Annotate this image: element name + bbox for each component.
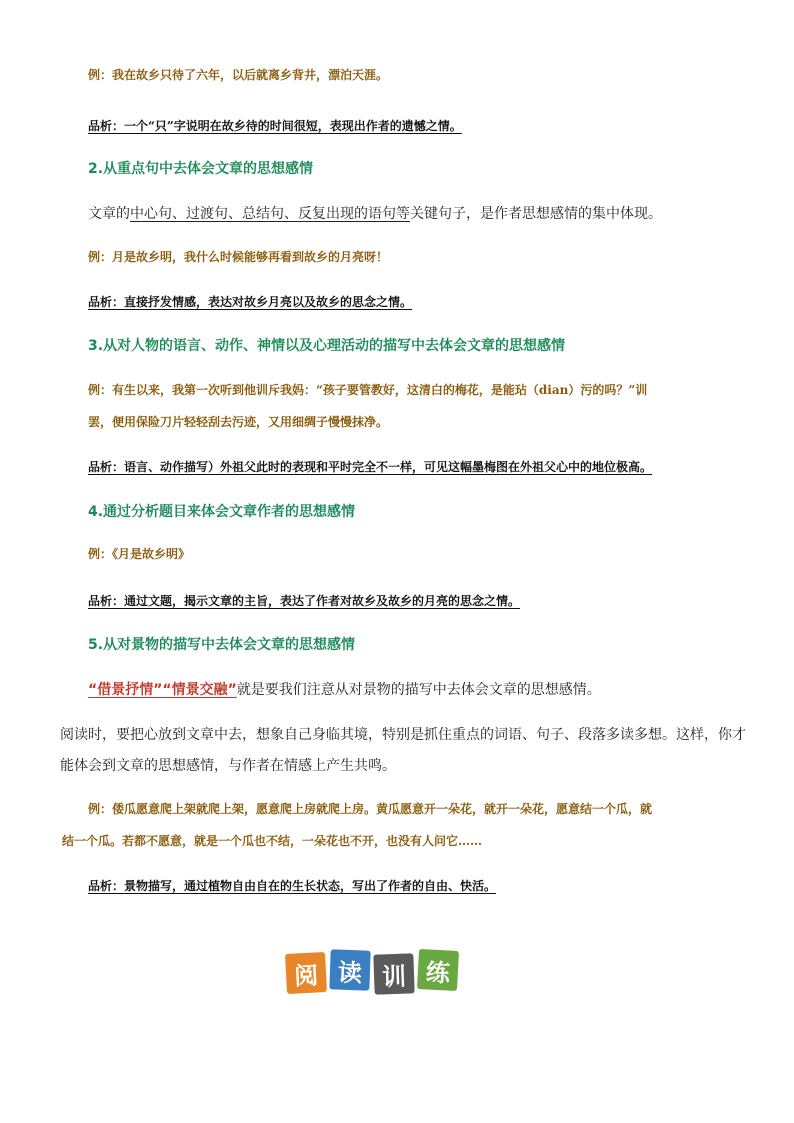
banner-tile-du: 读 — [329, 949, 370, 990]
reading-training-banner — [286, 950, 462, 994]
analysis-5: 品析：景物描写，通过植物自由自在的生长状态，写出了作者的自由、快活。 — [88, 879, 497, 893]
analysis-3: 品析：语言、动作描写）外祖父此时的表现和平时完全不一样，可见这幅墨梅图在外祖父心中的地位极高。 — [88, 460, 653, 474]
banner-tile-yue: 阅 — [285, 952, 327, 994]
paragraph-line-2: 能体会到文章的思想感情，与作者在情感上产生共鸣。 — [60, 758, 396, 774]
body-2 — [88, 203, 662, 223]
example-5-line-1: 例：倭瓜愿意爬上架就爬上架，愿意爬上房就爬上房。黄瓜愿意开一朵花，就开一朵花，愿意结一个瓜，就 — [88, 802, 653, 816]
body-5-suffix: 就是要我们注意从对景物的描写中去体会文章的思想感情。 — [236, 682, 601, 698]
example-1: 例：我在故乡只待了六年，以后就离乡背井，漂泊天涯。 — [88, 68, 389, 82]
analysis-4: 品析：通过文题，揭示文章的主旨，表达了作者对故乡及故乡的月亮的思念之情。 — [88, 594, 521, 608]
analysis-1: 品析：一个“只”字说明在故乡待的时间很短，表现出作者的遗憾之情。 — [88, 119, 462, 133]
heading-5: 5.从对景物的描写中去体会文章的思想感情 — [88, 637, 356, 653]
body-5 — [88, 679, 601, 699]
example-5-line-2: 结一个瓜。若都不愿意，就是一个瓜也不结，一朵花也不开，也没有人问它…… — [62, 834, 483, 848]
analysis-2: 品析：直接抒发情感，表达对故乡月亮以及故乡的思念之情。 — [88, 295, 413, 309]
body-2-prefix: 文章的 — [88, 206, 130, 222]
example-2: 例：月是故乡明，我什么时候能够再看到故乡的月亮呀！ — [88, 250, 389, 264]
example-3-line-1: 例：有生以来，我第一次听到他训斥我妈：“孩子要管教好，这清白的梅花，是能玷（dian）污的吗？”训 — [88, 383, 648, 397]
heading-3: 3.从对人物的语言、动作、神情以及心理活动的描写中去体会文章的思想感情 — [88, 338, 566, 354]
body-2-keys: 中心句、过渡句、总结句、反复出现的语句等 — [130, 206, 410, 222]
term-qingjingjiaorong: “情景交融” — [162, 682, 237, 698]
example-4: 例：《月是故乡明》 — [88, 547, 191, 561]
heading-2: 2.从重点句中去体会文章的思想感情 — [88, 161, 314, 177]
banner-tile-lian: 练 — [417, 949, 459, 991]
term-jiejingshuqing: “借景抒情” — [88, 682, 163, 698]
example-3-line-2: 罢，便用保险刀片轻轻刮去污迹，又用细绸子慢慢抹净。 — [88, 415, 389, 429]
heading-4: 4.通过分析题目来体会文章作者的思想感情 — [88, 504, 356, 520]
banner-tile-xun: 训 — [373, 953, 414, 994]
paragraph-line-1: 阅读时，要把心放到文章中去，想象自己身临其境，特别是抓住重点的词语、句子、段落多读多想。这样，你才 — [60, 727, 746, 743]
body-2-suffix: 关键句子，是作者思想感情的集中体现。 — [410, 206, 662, 222]
